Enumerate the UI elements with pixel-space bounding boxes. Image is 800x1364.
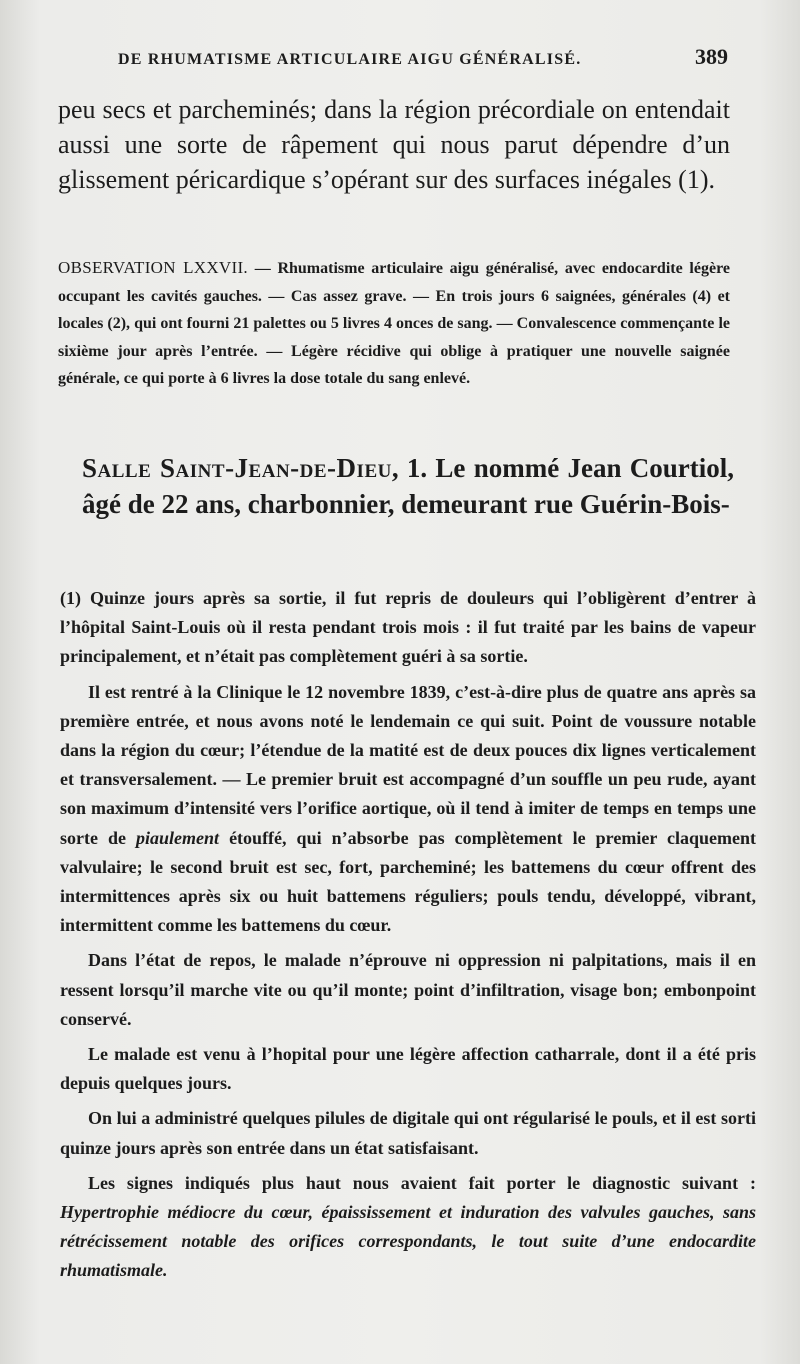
case-paragraph bbox=[82, 450, 734, 522]
page-number: 389 bbox=[695, 44, 728, 69]
observation-label: OBSERVATION LXXVII. bbox=[58, 258, 248, 277]
observation-summary bbox=[58, 254, 730, 393]
observation-text: — Rhumatisme articulaire aigu généralisé, avec endocardite légère occupant les cavités gauches. — Cas assez grave. — En trois jours 6 saignées, générales (4) et locales (2), qui ont fourni 21 palettes ou 5 livres 4 onces de sang. — Convalescence commençante le sixième jour après l’entrée. — Légère récidive qui oblige à pratiquer une nouvelle saignée générale, ce qui porte à 6 livres la dose totale du sang enlevé. bbox=[58, 260, 730, 387]
footnote-block bbox=[60, 584, 756, 1292]
case-intro bbox=[82, 450, 734, 522]
footnote-p2-text: Il est rentré à la Clinique le 12 novembre 1839, c’est-à-dire plus de quatre ans après sa première entrée, et nous avons noté le lendemain ce qui suit. Point de voussure notable dans la région du cœur; l’étendue de la matité est de deux pouces dix lignes verticalement et transversalement. — Le premier bruit est accompagné d’un souffle un peu rude, ayant son maximum d’intensité vers l’orifice aortique, où il tend à imiter de temps en temps une sorte de bbox=[60, 681, 756, 848]
footnote-p1: (1) Quinze jours après sa sortie, il fut repris de douleurs qui l’obligèrent d’entrer à l’hôpital Saint-Louis où il resta pendant trois mois : il fut traité par les bains de vapeur principalement, et n’était pas complètement guéri à sa sortie. bbox=[60, 588, 756, 667]
lead-paragraph: peu secs et parcheminés; dans la région précordiale on entendait aussi une sorte de râpement qui nous parut dépendre d’un glissement péricardique s’opérant sur des surfaces inégales (1). bbox=[58, 95, 730, 194]
case-text: , 1. Le nommé Jean Courtiol, âgé de 22 ans, charbonnier, demeurant rue Guérin-Bois- bbox=[82, 453, 734, 519]
footnote-p2-end: étouffé, qui n’absorbe pas complètement le premier claquement valvulaire; le second bruit est sec, fort, parcheminé; les battemens du cœur offrent des intermittences après six ou huit battemens réguliers; pouls tendu, développé, vibrant, intermittent comme les battemens du cœur. bbox=[60, 827, 756, 936]
running-head bbox=[118, 44, 728, 70]
footnote-p6 bbox=[60, 1169, 756, 1286]
observation-paragraph bbox=[58, 254, 730, 393]
footnote-p2-italic: piaulement bbox=[136, 827, 220, 848]
footnote-p6-italic: Hypertrophie médiocre du cœur, épaississement et induration des valvules gauches, sans rétrécissement notable des orifices correspondants, le tout suite d’une endocardite rhumatismale. bbox=[60, 1202, 756, 1281]
footnote-p6-text: Les signes indiqués plus haut nous avaient fait porter le diagnostic suivant : bbox=[88, 1172, 756, 1193]
ward-name: Salle Saint-Jean-de-Dieu bbox=[82, 453, 392, 483]
footnote-p2 bbox=[60, 678, 756, 941]
footnote-p4: Le malade est venu à l’hopital pour une légère affection catharrale, dont il a été pris depuis quelques jours. bbox=[60, 1044, 756, 1094]
footnote-p5: On lui a administré quelques pilules de digitale qui ont régularisé le pouls, et il est sorti quinze jours après son entrée dans un état satisfaisant. bbox=[60, 1108, 756, 1158]
running-title: DE RHUMATISME ARTICULAIRE AIGU GÉNÉRALISÉ. bbox=[118, 51, 582, 68]
lead-paragraph-block bbox=[58, 92, 730, 197]
footnote-p3: Dans l’état de repos, le malade n’éprouve ni oppression ni palpitations, mais il en ressent lorsqu’il marche vite ou qu’il monte; point d’infiltration, visage bon; embonpoint conservé. bbox=[60, 950, 756, 1029]
